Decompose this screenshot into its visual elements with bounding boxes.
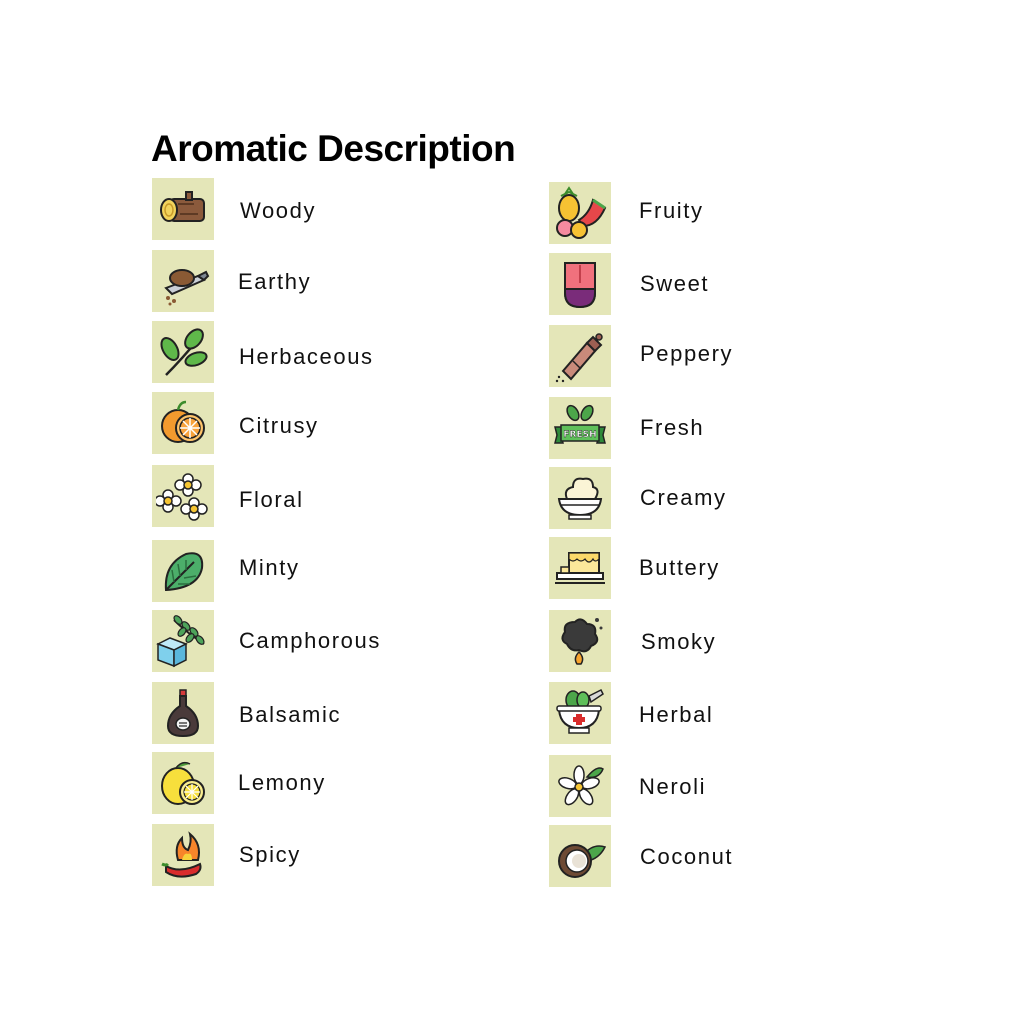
mortar-herbs-icon [549,682,611,744]
tongue-icon [549,253,611,315]
vinegar-bottle-icon [152,682,214,744]
aroma-label: Minty [239,555,300,580]
fruits-icon [549,182,611,244]
aroma-label: Fresh [640,415,705,440]
aroma-label: Herbaceous [239,344,374,369]
fresh-banner-icon [549,397,611,459]
flowers-icon [152,465,214,527]
cream-bowl-icon [549,467,611,529]
aroma-label: Camphorous [239,628,381,653]
aroma-label: Peppery [640,341,734,366]
lemon-icon [152,752,214,814]
log-icon [152,178,214,240]
aroma-label: Buttery [639,555,720,580]
orange-icon [152,392,214,454]
smoke-icon [549,610,611,672]
aroma-label: Coconut [640,844,734,869]
aroma-label: Citrusy [239,413,319,438]
aroma-label: Spicy [239,842,301,867]
aroma-label: Creamy [640,485,727,510]
mint-leaf-icon [152,540,214,602]
aroma-label: Fruity [639,198,704,223]
coconut-icon [549,825,611,887]
svg-text:FRESH: FRESH [563,430,597,440]
aroma-label: Herbal [639,702,714,727]
aroma-label: Lemony [238,770,326,795]
butter-icon [549,537,611,599]
pepper-grinder-icon [549,325,611,387]
page-title: Aromatic Description [151,128,516,169]
ice-cube-leaf-icon [152,610,214,672]
aroma-label: Balsamic [239,702,342,727]
herb-sprig-icon [152,321,214,383]
aroma-label: Earthy [238,269,312,294]
hot-pepper-icon [152,824,214,886]
aroma-label: Woody [240,198,317,223]
soil-scoop-icon [152,250,214,312]
aroma-label: Neroli [639,774,707,799]
aroma-label: Sweet [640,271,710,296]
aroma-label: Smoky [641,629,717,654]
orange-blossom-icon [549,755,611,817]
aroma-label: Floral [239,487,304,512]
